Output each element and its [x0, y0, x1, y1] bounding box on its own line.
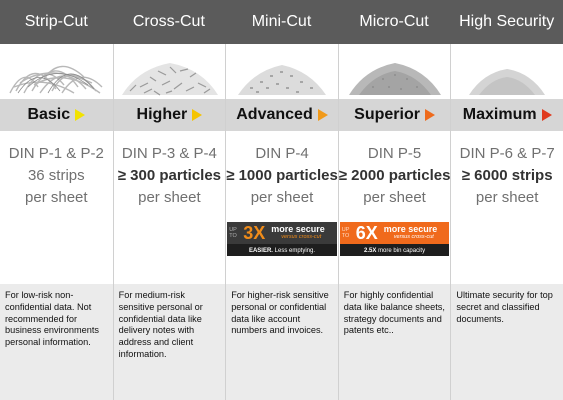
security-level-label: Higher [136, 106, 188, 123]
use-case-note: For low-risk non-confidential data. Not recommended for business environments personal information. [0, 284, 113, 400]
security-level-label: Basic [27, 106, 71, 123]
per-sheet-label: per sheet [250, 189, 314, 206]
badge-versus: versus cross-cut [281, 234, 322, 240]
column-micro-cut [338, 0, 451, 400]
badge-footnote-bold: 2.5X [364, 248, 377, 254]
security-level-superior [339, 99, 451, 131]
cross-cut-shreds-icon [118, 47, 222, 97]
particle-count: 36 strips [27, 167, 85, 184]
mini-cut-shreds-icon [230, 47, 334, 97]
badge-versus: versus cross-cut [393, 234, 434, 240]
security-level-label: Advanced [236, 106, 313, 123]
arrow-right-icon [192, 109, 202, 121]
column-mini-cut [225, 0, 338, 400]
column-title: High Security [450, 0, 563, 44]
arrow-right-icon [542, 109, 552, 121]
use-case-note: For higher-risk sensitive personal or confidential data like account numbers and invoices. [226, 284, 338, 400]
column-title: Cross-Cut [113, 0, 226, 44]
column-title: Strip-Cut [0, 0, 113, 44]
badge-more-secure: more secure [271, 224, 325, 234]
din-rating [339, 143, 451, 209]
badge-footnote-text: Less emptying. [274, 248, 315, 254]
security-level-higher [114, 99, 226, 131]
badge-footnote [340, 248, 450, 254]
particle-count: ≥ 6000 strips [461, 167, 553, 184]
din-rating [451, 143, 563, 209]
badge-footnote-bold: EASIER. [248, 248, 273, 254]
high-security-shreds-icon [455, 47, 559, 97]
column-high-security [450, 0, 563, 400]
column-title: Mini-Cut [225, 0, 338, 44]
column-title: Micro-Cut [338, 0, 451, 44]
security-level-label: Superior [354, 106, 420, 123]
security-badge [227, 222, 337, 256]
din-standard: DIN P-1 & P-2 [8, 145, 104, 162]
security-level-label: Maximum [462, 106, 537, 123]
badge-multiplier: 3X [243, 223, 266, 243]
use-case-note: For highly confidential data like balance sheets, strategy documents and patents etc.. [339, 284, 451, 400]
badge-multiplier: 6X [355, 223, 378, 243]
column-cross-cut [113, 0, 226, 400]
per-sheet-label: per sheet [363, 189, 426, 206]
particle-count: ≥ 2000 particles [338, 167, 451, 184]
din-rating [0, 143, 113, 209]
badge-up-to: UP TO [229, 227, 237, 239]
use-case-note: Ultimate security for top secret and classified documents. [451, 284, 563, 400]
per-sheet-label: per sheet [138, 189, 201, 206]
arrow-right-icon [425, 109, 435, 121]
column-strip-cut [0, 0, 113, 400]
security-level-basic [0, 99, 113, 131]
micro-cut-shreds-icon [343, 47, 447, 97]
din-standard: DIN P-4 [255, 145, 309, 162]
use-case-note: For medium-risk sensitive personal or confidential data like delivery notes with address and client information. [114, 284, 226, 400]
badge-up-to: UP TO [341, 227, 350, 239]
badge-banner [227, 222, 337, 244]
per-sheet-label: per sheet [475, 189, 539, 206]
din-standard: DIN P-5 [367, 145, 422, 162]
badge-footnote-text: more bin capacity [378, 248, 426, 254]
strip-shreds-icon [4, 47, 108, 97]
din-rating [114, 143, 226, 209]
particle-count: ≥ 300 particles [117, 167, 222, 184]
din-standard: DIN P-6 & P-7 [459, 145, 555, 162]
din-standard: DIN P-3 & P-4 [121, 145, 217, 162]
badge-more-secure: more secure [383, 224, 438, 234]
arrow-right-icon [75, 109, 85, 121]
per-sheet-label: per sheet [25, 189, 88, 206]
security-level-maximum [451, 99, 563, 131]
particle-count: ≥ 1000 particles [226, 167, 338, 184]
badge-footnote [227, 248, 337, 254]
arrow-right-icon [318, 109, 328, 121]
badge-banner [340, 222, 450, 244]
security-badge [340, 222, 450, 256]
din-rating [226, 143, 338, 209]
security-level-advanced [226, 99, 338, 131]
